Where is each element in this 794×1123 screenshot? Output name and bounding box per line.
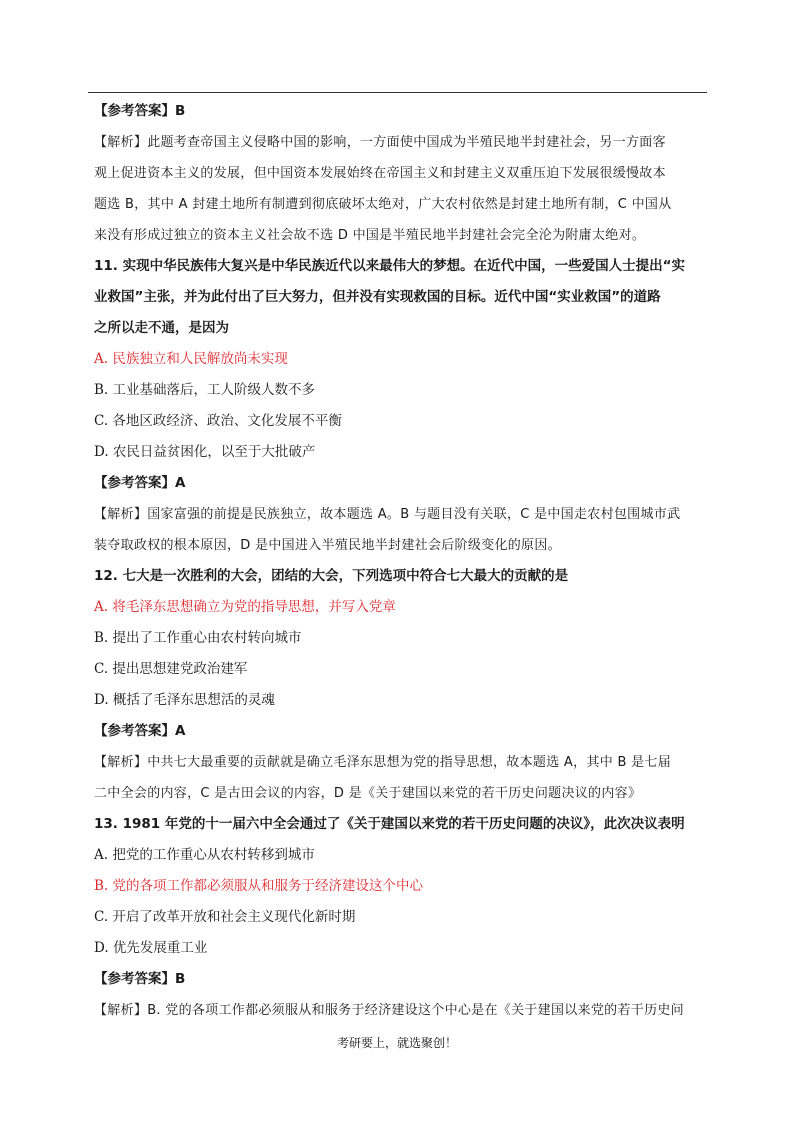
- explanation-line: 来没有形成过独立的资本主义社会故不选 D 中国是半殖民地半封建社会完全沦为附庸太绝对。: [94, 228, 646, 243]
- option: C. 提出思想建党政治建军: [94, 661, 248, 677]
- header-rule: [88, 92, 707, 93]
- explanation-line: 【解析】中共七大最重要的贡献就是确立毛泽东思想为党的指导思想，故本题选 A，其中 B 是七届: [94, 755, 672, 770]
- explanation-line: 【解析】国家富强的前提是民族独立，故本题选 A。B 与题目没有关联，C 是中国走农村包围城市武: [94, 507, 681, 522]
- question-11-text: 11. 实现中华民族伟大复兴是中华民族近代以来最伟大的梦想。在近代中国，一些爱国人士提出“实: [94, 258, 685, 274]
- explanation-line: 题选 B，其中 A 封建土地所有制遭到彻底破坏太绝对，广大农村依然是封建土地所有制，C 中国从: [94, 197, 672, 212]
- option: D. 农民日益贫困化，以至于大批破产: [94, 444, 316, 460]
- question-11-text: 业救国”主张，并为此付出了巨大努力，但并没有实现救国的目标。近代中国“实业救国”的道路: [94, 289, 661, 305]
- option: B. 提出了工作重心由农村转向城市: [94, 630, 302, 646]
- document-body: [94, 96, 706, 1026]
- answer-label: 【参考答案】A: [94, 475, 186, 491]
- answer-label: 【参考答案】B: [94, 103, 186, 119]
- question-13-text: 13. 1981 年党的十一届六中全会通过了《关于建国以来党的若干历史问题的决议》，此次决议表明: [94, 816, 685, 832]
- explanation-line: 观上促进资本主义的发展，但中国资本发展始终在帝国主义和封建主义双重压迫下发展很缓慢故本: [94, 166, 666, 181]
- explanation-line: 二中全会的内容，C 是古田会议的内容，D 是《关于建国以来党的若干历史问题决议的内容》: [94, 786, 642, 801]
- option-correct: A. 民族独立和人民解放尚未实现: [94, 351, 288, 367]
- question-11-text: 之所以走不通，是因为: [94, 320, 229, 336]
- option-correct: A. 将毛泽东思想确立为党的指导思想，并写入党章: [94, 599, 396, 615]
- option: D. 优先发展重工业: [94, 940, 208, 956]
- page-footer: 考研要上，就选聚创！: [336, 1036, 457, 1050]
- option: C. 开启了改革开放和社会主义现代化新时期: [94, 909, 356, 925]
- answer-label: 【参考答案】B: [94, 971, 186, 987]
- option: C. 各地区政经济、政治、文化发展不平衡: [94, 413, 342, 429]
- explanation-line: 【解析】此题考查帝国主义侵略中国的影响，一方面使中国成为半殖民地半封建社会，另一方面客: [94, 135, 666, 150]
- answer-label: 【参考答案】A: [94, 723, 186, 739]
- option: B. 工业基础落后，工人阶级人数不多: [94, 382, 316, 398]
- explanation-line: 装夺取政权的根本原因，D 是中国进入半殖民地半封建社会后阶级变化的原因。: [94, 538, 561, 553]
- option: A. 把党的工作重心从农村转移到城市: [94, 847, 315, 863]
- question-12-text: 12. 七大是一次胜利的大会，团结的大会，下列选项中符合七大最大的贡献的是: [94, 568, 569, 584]
- explanation-line: 【解析】B. 党的各项工作都必须服从和服务于经济建设这个中心是在《关于建国以来党的若干历史问: [94, 1003, 684, 1018]
- option: D. 概括了毛泽东思想活的灵魂: [94, 692, 275, 708]
- option-correct: B. 党的各项工作都必须服从和服务于经济建设这个中心: [94, 878, 424, 894]
